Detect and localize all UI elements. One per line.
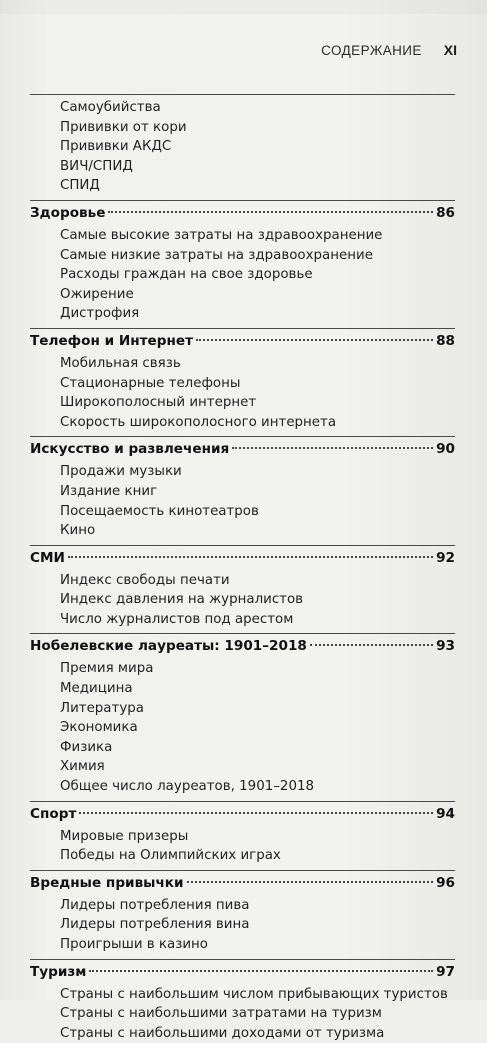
toc-entry: Посещаемость кинотеатров	[60, 503, 259, 519]
toc-entry: Стационарные телефоны	[60, 375, 241, 391]
toc-entry: Химия	[60, 759, 105, 775]
toc-entry: Расходы граждан на свое здоровье	[60, 267, 313, 283]
dot-leader	[196, 339, 433, 341]
section-page-number: 93	[436, 638, 455, 655]
section-title: Искусство и развлечения	[30, 441, 230, 458]
toc-section-header	[30, 437, 455, 462]
section-title: Телефон и Интернет	[30, 332, 193, 349]
toc-entry: Широкополосный интернет	[60, 395, 257, 411]
toc-entry: Мировые призеры	[60, 828, 189, 844]
toc-intro-block	[30, 94, 455, 200]
toc-section-media	[30, 545, 455, 634]
section-page-number: 97	[436, 963, 455, 980]
toc-entry: Индекс свободы печати	[60, 572, 230, 588]
toc-entry: Дистрофия	[60, 306, 140, 322]
toc-section-arts	[30, 436, 455, 544]
running-head	[321, 42, 457, 58]
section-page-number: 92	[436, 549, 455, 566]
dot-leader	[108, 211, 433, 213]
toc-section-header	[30, 960, 455, 985]
toc-entry: СПИД	[60, 178, 100, 194]
toc-entry: Продажи музыки	[60, 464, 182, 480]
toc-entry: Прививки АКДС	[60, 139, 172, 155]
toc-section-header	[30, 802, 455, 827]
toc-entry: Литература	[60, 700, 144, 716]
toc-entry: Самые низкие затраты на здравоохранение	[60, 247, 373, 263]
dot-leader	[79, 812, 433, 814]
running-head-title: СОДЕРЖАНИЕ	[321, 43, 422, 58]
toc-entry: Физика	[60, 739, 113, 755]
toc-entry: Индекс давления на журналистов	[60, 592, 304, 608]
toc-section-header	[30, 871, 455, 896]
toc-section-header	[30, 546, 455, 571]
toc-entry: Премия мира	[60, 661, 154, 677]
section-page-number: 88	[436, 332, 455, 349]
section-title: СМИ	[30, 549, 65, 566]
toc-section-sport	[30, 801, 455, 870]
dot-leader	[187, 881, 434, 883]
toc-section-vices	[30, 870, 455, 959]
toc-entry: Лидеры потребления вина	[60, 917, 250, 933]
section-title: Здоровье	[30, 204, 106, 221]
toc-section-header	[30, 201, 455, 226]
toc-entry: Страны с наибольшими доходами от туризма	[60, 1025, 385, 1041]
section-page-number: 90	[436, 441, 455, 458]
section-page-number: 94	[436, 805, 455, 822]
dot-leader	[68, 556, 433, 558]
toc-entry: Победы на Олимпийских играх	[60, 848, 281, 864]
toc-entry: Число журналистов под арестом	[60, 611, 294, 627]
dot-leader	[310, 644, 433, 646]
table-of-contents	[30, 94, 455, 1043]
toc-entry: Страны с наибольшими затратами на туризм	[60, 1006, 382, 1022]
toc-entry: Прививки от кори	[60, 119, 187, 135]
toc-section-telecom	[30, 328, 455, 436]
toc-entry: Страны с наибольшим числом прибывающих туристов	[60, 986, 448, 1002]
toc-entry: Общее число лауреатов, 1901–2018	[60, 779, 315, 795]
toc-entry: Медицина	[60, 681, 133, 697]
toc-entry: Проигрыши в казино	[60, 937, 208, 952]
toc-entry: Издание книг	[60, 483, 158, 499]
toc-section-nobel	[30, 633, 455, 800]
section-title: Туризм	[30, 963, 87, 980]
page-edge-shade	[0, 0, 487, 14]
toc-entry: Мобильная связь	[60, 355, 181, 371]
toc-section-header	[30, 634, 455, 659]
toc-section-tourism	[30, 959, 455, 1043]
section-page-number: 86	[436, 204, 455, 221]
dot-leader	[89, 970, 433, 972]
toc-entry: Лидеры потребления пива	[60, 897, 250, 913]
section-title: Вредные привычки	[30, 874, 184, 891]
toc-entry: Ожирение	[60, 286, 134, 302]
toc-entry: ВИЧ/СПИД	[60, 158, 133, 174]
toc-entry: Экономика	[60, 720, 138, 736]
running-head-page-number: XI	[443, 42, 457, 58]
section-title: Нобелевские лауреаты: 1901–2018	[30, 638, 307, 655]
toc-entry: Кино	[60, 523, 96, 539]
toc-entry: Самоубийства	[60, 100, 161, 115]
dot-leader	[232, 447, 433, 449]
section-page-number: 96	[436, 874, 455, 891]
toc-entry: Скорость широкополосного интернета	[60, 414, 337, 430]
toc-entry: Самые высокие затраты на здравоохранение	[60, 227, 383, 243]
toc-section-header	[30, 329, 455, 354]
toc-section-health	[30, 200, 455, 328]
section-title: Спорт	[30, 805, 77, 822]
